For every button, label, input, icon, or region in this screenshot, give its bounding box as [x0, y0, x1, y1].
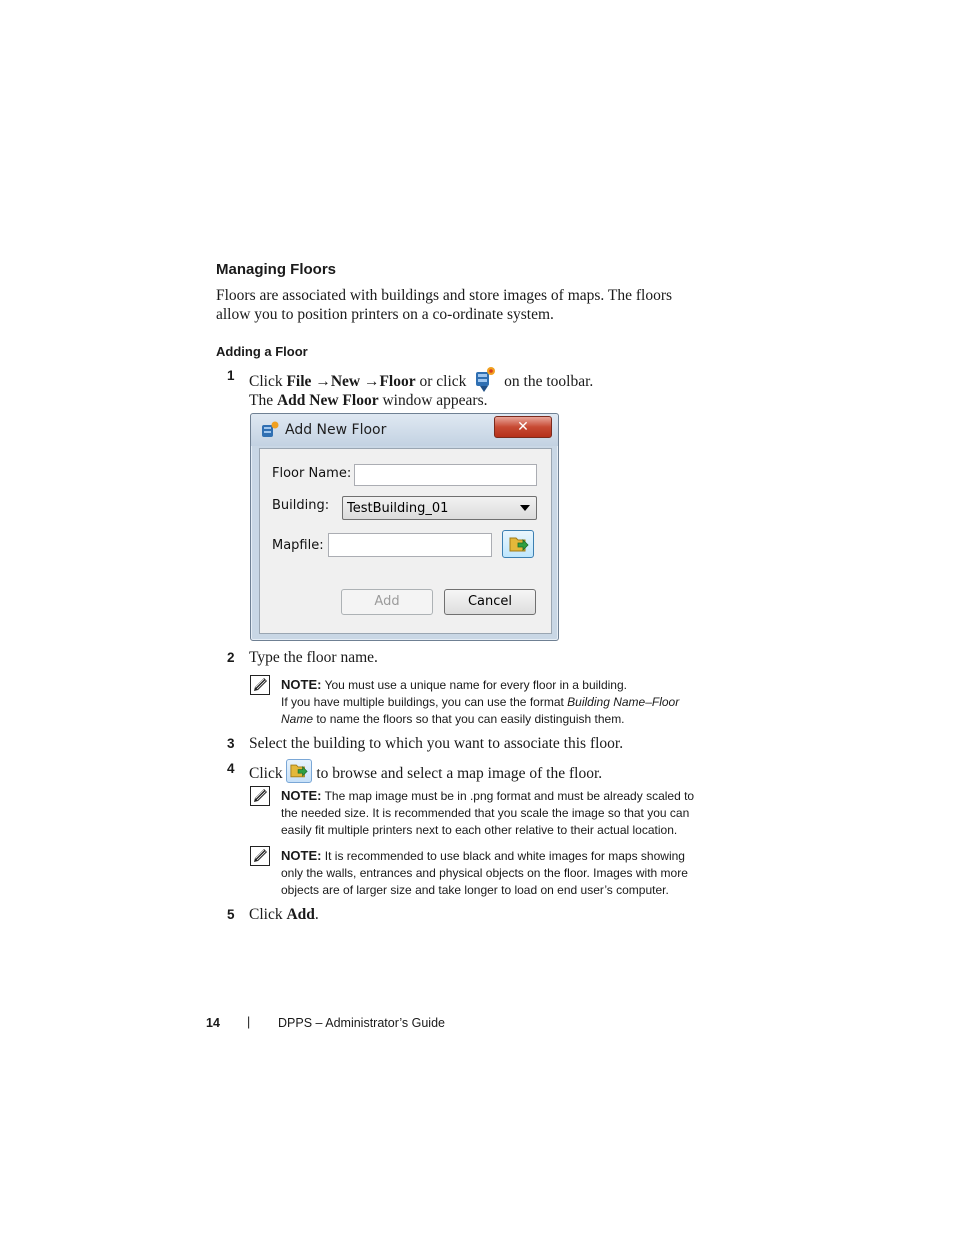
- intro-paragraph: [216, 286, 736, 324]
- floor-name-input[interactable]: [354, 464, 537, 486]
- mapfile-label: Mapfile:: [272, 538, 324, 553]
- step-3-number: 3: [227, 736, 235, 751]
- step-2-number: 2: [227, 650, 235, 665]
- folder-open-icon: [509, 535, 529, 553]
- note-1: NOTE: You must use a unique name for every floor in a building. If you have multiple buildings, you can use the format Building Name–Floor Name to name the floors so that you can easily distinguish them.: [281, 677, 680, 726]
- step-2-text: Type the floor name.: [249, 649, 378, 666]
- browse-mapfile-button[interactable]: [502, 530, 534, 558]
- note-pencil-icon: [250, 675, 270, 695]
- add-floor-icon: [474, 366, 496, 390]
- step-5-text: Click Add.: [249, 906, 319, 923]
- building-select-value: TestBuilding_01: [347, 501, 449, 516]
- chevron-down-icon: [520, 505, 530, 511]
- note-pencil-icon: [250, 846, 270, 866]
- cancel-button[interactable]: Cancel: [444, 589, 536, 615]
- floor-app-icon: [261, 421, 279, 441]
- building-select[interactable]: [342, 496, 537, 520]
- step-4-text: Click to browse and select a map image of the floor.: [249, 759, 602, 783]
- add-new-floor-dialog: [250, 413, 559, 641]
- footer-separator: |: [247, 1015, 251, 1029]
- building-label: Building:: [272, 498, 330, 513]
- footer-title: DPPS – Administrator’s Guide: [278, 1016, 445, 1030]
- dialog-title-bar: [251, 414, 558, 446]
- dialog-title: Add New Floor: [285, 422, 387, 438]
- note-2: NOTE: The map image must be in .png format and must be already scaled to the needed size. It is recommended that you scale the image so that you can easily fit multiple printers next to each other relative to their actual location.: [281, 788, 695, 837]
- note-pencil-icon: [250, 786, 270, 806]
- intro-line-1: Floors are associated with buildings and store images of maps. The floors: [216, 287, 673, 304]
- add-button[interactable]: Add: [341, 589, 433, 615]
- close-icon: ✕: [517, 419, 529, 435]
- floor-name-label: Floor Name:: [272, 466, 352, 481]
- section-title: Managing Floors: [216, 261, 336, 278]
- subsection-title: Adding a Floor: [216, 344, 308, 359]
- step-1-number: 1: [227, 368, 235, 383]
- note-3: NOTE: It is recommended to use black and white images for maps showing only the walls, entrances and physical objects on the floor. Images with more objects are of larger size and take longer to load on end user’s computer.: [281, 848, 688, 897]
- browse-icon: [286, 759, 312, 783]
- intro-line-2: allow you to position printers on a co-ordinate system.: [216, 306, 554, 323]
- step-1-text: Click File →New →Floor or click on the toolbar. The Add New Floor window appears.: [249, 366, 729, 410]
- close-button[interactable]: [494, 416, 552, 438]
- step-3-text: Select the building to which you want to associate this floor.: [249, 735, 624, 752]
- step-4-number: 4: [227, 761, 235, 776]
- page-number: 14: [206, 1016, 220, 1030]
- step-5-number: 5: [227, 907, 235, 922]
- mapfile-input[interactable]: [328, 533, 492, 557]
- dialog-body: [259, 448, 552, 634]
